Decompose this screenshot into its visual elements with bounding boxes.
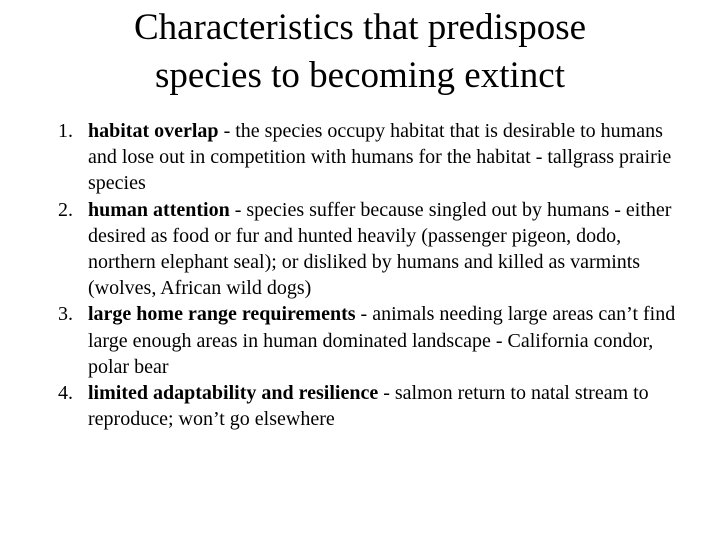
- list-item-description: - animals needing large areas can’t find large enough areas in human dominated landscape - California condor, polar bear: [88, 303, 676, 378]
- list-item-term: human attention: [88, 198, 230, 221]
- list-item-number: 1.: [58, 120, 73, 142]
- list-item-term: limited adaptability and resilience: [88, 382, 379, 405]
- extinction-characteristics-list: [58, 118, 678, 432]
- slide-title: [60, 4, 660, 100]
- slide-title-line-2: species to becoming extinct: [155, 55, 565, 96]
- list-item-large-home-range: [58, 301, 678, 380]
- list-item-description: - the species occupy habitat that is desirable to humans and lose out in competition with humans for the habitat - tallgrass prairie species: [88, 120, 672, 195]
- list-item-limited-adaptability: [58, 380, 678, 432]
- list-item-number: 2.: [58, 198, 73, 221]
- list-item-number: 3.: [58, 303, 73, 326]
- list-item-term: habitat overlap: [88, 120, 219, 142]
- list-item-term: large home range requirements: [88, 303, 356, 326]
- list-item-human-attention: [58, 197, 678, 302]
- list-item-habitat-overlap: [58, 118, 678, 197]
- list-item-description: - salmon return to natal stream to reproduce; won’t go elsewhere: [88, 382, 649, 431]
- list-item-number: 4.: [58, 382, 73, 405]
- slide-title-line-1: Characteristics that predispose: [133, 7, 587, 48]
- list-item-description: - species suffer because singled out by humans - either desired as food or fur and hunted heavily (passenger pigeon, dodo, northern elephant seal); or disliked by humans and killed as varmints (wolves, African wild dogs): [88, 198, 672, 300]
